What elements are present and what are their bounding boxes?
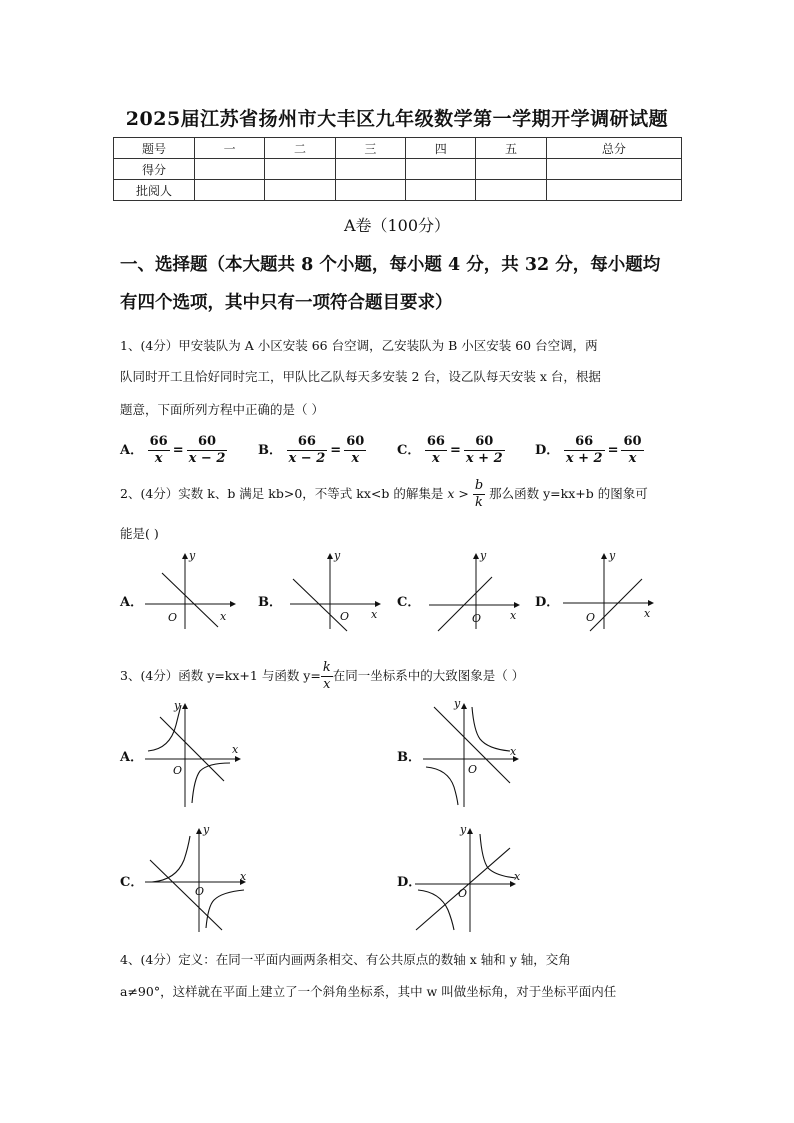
q3-graph-a[interactable] (140, 695, 250, 810)
q3-option-a-label[interactable]: A． (120, 750, 144, 765)
q4-line2: a≠90°，这样就在平面上建立了一个斜角坐标系，其中 w 叫做坐标角，对于坐标平面内任 (120, 984, 617, 999)
fraction-numerator: 60 (464, 434, 505, 451)
fraction-denominator: x (628, 451, 637, 466)
fraction-numerator: 66 (287, 434, 328, 451)
table-row (114, 138, 682, 159)
fraction-numerator: 66 (149, 434, 168, 449)
score-table (113, 137, 682, 201)
table-cell[interactable] (195, 180, 265, 201)
origin-label: O (468, 763, 478, 776)
q1-option-a[interactable]: A． $\frac{66}{x}$ = $\frac{60}{x - 2}$ (120, 434, 226, 466)
q1-option-c[interactable]: C． $\frac{66}{x}$ = $\frac{60}{x + 2}$ (397, 434, 503, 466)
table-cell[interactable] (335, 159, 405, 180)
option-label: C． (397, 443, 421, 458)
table-cell[interactable] (546, 180, 681, 201)
fraction-numerator: 60 (623, 434, 642, 449)
q2-graph-c[interactable] (424, 547, 524, 632)
fraction-numerator: 60 (346, 434, 365, 449)
q2-line2: 能是( ) (120, 526, 159, 541)
q2-line1 (120, 478, 648, 511)
table-row (114, 159, 682, 180)
x-axis-label: x (220, 610, 227, 623)
table-cell: 总分 (546, 138, 681, 159)
q3-suffix: 在同一坐标系中的大致图象是（ ） (332, 668, 525, 683)
q2-graph-b[interactable] (285, 547, 385, 632)
q3-option-c-label[interactable]: C． (120, 875, 144, 890)
q2-option-c-label[interactable]: C． (397, 595, 421, 610)
x-axis-label: x (510, 609, 517, 622)
table-cell[interactable] (335, 180, 405, 201)
hyperbola-branch (192, 763, 230, 803)
function-line (590, 579, 642, 631)
table-cell: 五 (476, 138, 546, 159)
section-heading-line2: 有四个选项，其中只有一项符合题目要求） (120, 293, 453, 313)
y-axis-label: y (334, 549, 341, 562)
function-line (150, 860, 222, 930)
hyperbola-branch (152, 836, 190, 882)
exam-title: 2025届江苏省扬州市大丰区九年级数学第一学期开学调研试题 (125, 108, 669, 130)
table-cell: 得分 (114, 159, 195, 180)
q3-option-d-label[interactable]: D． (397, 875, 422, 890)
q2-option-d-label[interactable]: D． (535, 595, 560, 610)
fraction-numerator: 60 (187, 434, 228, 451)
table-cell[interactable] (265, 180, 335, 201)
option-label: A． (120, 443, 144, 458)
fraction-denominator: x + 2 (465, 451, 503, 466)
origin-label: O (195, 885, 205, 898)
q3-graph-b[interactable] (418, 695, 528, 810)
table-cell: 一 (195, 138, 265, 159)
y-axis-label: y (460, 823, 467, 836)
q2-graph-a[interactable] (140, 547, 240, 632)
y-axis-label: y (480, 549, 487, 562)
fraction-denominator: x − 2 (288, 451, 326, 466)
q1-line3: 题意，下面所列方程中正确的是（ ） (120, 402, 324, 417)
table-cell[interactable] (546, 159, 681, 180)
option-label: B． (258, 443, 282, 458)
origin-label: O (340, 610, 350, 623)
option-label: D． (535, 443, 560, 458)
table-row (114, 180, 682, 201)
q3-graph-c[interactable] (140, 820, 255, 935)
table-cell: 二 (265, 138, 335, 159)
q2-suffix: 那么函数 y=kx+b 的图象可 (489, 486, 648, 501)
q4-line1: 4、(4分）定义：在同一平面内画两条相交、有公共原点的数轴 x 轴和 y 轴，交角 (120, 952, 571, 967)
hyperbola-branch (426, 767, 458, 805)
x-axis-label: x (371, 608, 378, 621)
fraction-denominator: x (351, 451, 360, 466)
x-axis-label: x (514, 870, 521, 883)
table-cell[interactable] (406, 159, 476, 180)
x-axis-label: x (644, 607, 651, 620)
table-cell: 题号 (114, 138, 195, 159)
q1-option-d[interactable]: D． $\frac{66}{x + 2}$ = $\frac{60}{x}$ (535, 434, 642, 466)
x-axis-label: x (240, 870, 247, 883)
q2-option-b-label[interactable]: B． (258, 595, 282, 610)
y-axis-label: y (174, 699, 181, 712)
hyperbola-branch (472, 707, 510, 751)
y-axis-label: y (203, 823, 210, 836)
fraction-numerator: k (322, 660, 331, 675)
q2-graph-d[interactable] (558, 547, 658, 632)
q3-option-b-label[interactable]: B． (397, 750, 421, 765)
function-line (438, 577, 492, 631)
origin-label: O (173, 764, 183, 777)
fraction-numerator: b (474, 478, 484, 493)
table-cell: 三 (335, 138, 405, 159)
table-cell: 四 (406, 138, 476, 159)
table-cell[interactable] (195, 159, 265, 180)
origin-label: O (586, 611, 596, 624)
table-cell[interactable] (476, 180, 546, 201)
y-axis-label: y (454, 697, 461, 710)
fraction-denominator: k (475, 495, 483, 510)
x-axis-label: x (510, 745, 517, 758)
table-cell[interactable] (406, 180, 476, 201)
table-cell: 批阅人 (114, 180, 195, 201)
origin-label: O (458, 887, 468, 900)
section-title: A卷（100分） (343, 216, 451, 235)
q1-line2: 队同时开工且恰好同时完工，甲队比乙队每天多安装 2 台，设乙队每天安装 x 台，根据 (120, 369, 601, 384)
q2-inequality-lhs: x > (447, 486, 469, 501)
hyperbola-branch (480, 834, 516, 878)
fraction-numerator: 66 (564, 434, 605, 451)
fraction-denominator: x − 2 (188, 451, 226, 466)
fraction-numerator: 66 (426, 434, 445, 449)
fraction-denominator: x (323, 677, 331, 692)
x-axis-label: x (232, 743, 239, 756)
q1-line1: 1、(4分）甲安装队为 A 小区安装 66 台空调，乙安装队为 B 小区安装 60 台空调，两 (120, 338, 598, 353)
origin-label: O (168, 611, 178, 624)
q3-prefix: 3、(4分）函数 y=kx+1 与函数 y= (120, 668, 321, 683)
y-axis-label: y (609, 549, 616, 562)
section-heading-line1: 一、选择题（本大题共 8 个小题，每小题 4 分，共 32 分，每小题均 (120, 255, 661, 275)
fraction-denominator: x + 2 (565, 451, 603, 466)
table-cell[interactable] (476, 159, 546, 180)
origin-label: O (472, 612, 482, 625)
fraction-denominator: x (432, 451, 440, 466)
function-line (293, 579, 350, 631)
q2-prefix: 2、(4分）实数 k、b 满足 kb>0，不等式 kx<b 的解集是 (120, 486, 444, 501)
function-line (160, 717, 224, 781)
q1-option-b[interactable]: B． $\frac{66}{x - 2}$ = $\frac{60}{x}$ (258, 434, 365, 466)
y-axis-label: y (189, 549, 196, 562)
q2-option-a-label[interactable]: A． (120, 595, 144, 610)
hyperbola-branch (206, 890, 244, 928)
fraction-denominator: x (154, 451, 163, 466)
q3-graph-d[interactable] (410, 820, 525, 935)
table-cell[interactable] (265, 159, 335, 180)
q3-line1 (120, 660, 524, 693)
